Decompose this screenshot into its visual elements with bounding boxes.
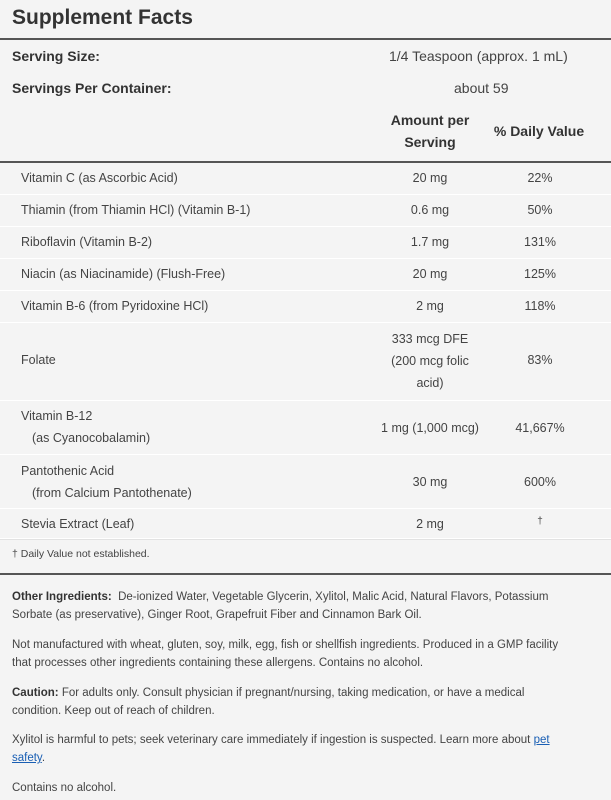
daily-value-header: % Daily Value — [493, 123, 585, 139]
nutrient-dv: 118% — [524, 299, 556, 313]
amount-header-line1: Amount per — [390, 112, 470, 128]
name-line: Pantothenic Acid — [21, 464, 115, 478]
nutrient-dv: 50% — [527, 203, 553, 217]
nutrient-row — [0, 455, 611, 509]
nutrient-name: Vitamin B-6 (from Pyridoxine HCl) — [21, 299, 209, 313]
nutrient-row — [0, 195, 611, 227]
nutrient-dv: 600% — [524, 475, 556, 489]
caution-statement — [12, 684, 597, 720]
nutrient-dv: † — [537, 516, 543, 527]
nutrient-amount: 2 mg — [416, 299, 444, 313]
servings-per-container-value: about 59 — [454, 80, 509, 96]
pet-safety-link[interactable]: pet — [533, 734, 550, 746]
nutrient-name: Thiamin (from Thiamin HCl) (Vitamin B-1) — [21, 203, 251, 217]
caution-line1: For adults only. Consult physician if pregnant/nursing, taking medication, or have a medical — [61, 687, 525, 699]
nutrient-name — [21, 460, 192, 504]
nutrient-amount — [360, 328, 500, 394]
xylitol-period: . — [41, 752, 46, 764]
title-rule — [0, 38, 611, 40]
nutrient-amount: 1.7 mg — [410, 235, 450, 249]
nutrient-dv: 83% — [527, 353, 553, 367]
nutrient-row — [0, 163, 611, 195]
xylitol-warning — [12, 731, 597, 767]
nutrient-name: Riboflavin (Vitamin B-2) — [21, 235, 153, 249]
nutrient-name: Niacin (as Niacinamide) (Flush-Free) — [21, 267, 226, 281]
nutrient-amount: 20 mg — [412, 267, 448, 281]
other-ingredients-line2: Sorbate (as preservative), Ginger Root, Grapefruit Fiber and Cinnamon Bark Oil. — [12, 609, 422, 621]
section-rule — [0, 573, 611, 575]
allergen-line2: that processes other ingredients containing these allergens. Contains no alcohol. — [12, 657, 424, 669]
nutrient-name — [21, 405, 150, 449]
amount-header-line2: Serving — [404, 134, 456, 150]
nutrient-dv: 41,667% — [515, 421, 565, 435]
pet-safety-link-cont[interactable]: safety — [12, 752, 42, 764]
nutrient-dv: 131% — [524, 235, 556, 249]
xylitol-line1: Xylitol is harmful to pets; seek veterinary care immediately if ingestion is suspected. Learn more about — [12, 734, 531, 746]
serving-size-value: 1/4 Teaspoon (approx. 1 mL) — [389, 48, 568, 64]
other-ingredients — [12, 588, 597, 624]
nutrient-dv: 22% — [527, 171, 553, 185]
no-alcohol-statement: Contains no alcohol. — [12, 782, 117, 794]
nutrient-row — [0, 227, 611, 259]
serving-size-label: Serving Size: — [12, 48, 100, 64]
panel-title: Supplement Facts — [12, 6, 193, 29]
table-bottom-rule — [0, 539, 611, 540]
caution-line2: condition. Keep out of reach of children. — [12, 705, 215, 717]
servings-per-container-label: Servings Per Container: — [12, 80, 172, 96]
nutrient-name: Folate — [21, 353, 56, 367]
amount-line: 333 mcg DFE — [391, 332, 469, 346]
allergen-statement — [12, 636, 597, 672]
nutrient-amount: 2 mg — [416, 517, 444, 531]
other-ingredients-line1: De-ionized Water, Vegetable Glycerin, Xylitol, Malic Acid, Natural Flavors, Potassium — [118, 591, 549, 603]
nutrient-amount: 1 mg (1,000 mcg) — [381, 421, 479, 435]
nutrient-name: Vitamin C (as Ascorbic Acid) — [21, 171, 178, 185]
nutrient-amount: 20 mg — [412, 171, 448, 185]
nutrient-row — [0, 509, 611, 539]
amount-line: acid) — [416, 376, 444, 390]
dv-footnote: † Daily Value not established. — [12, 548, 150, 560]
nutrient-dv: 125% — [524, 267, 556, 281]
amount-per-serving-header — [380, 109, 480, 153]
nutrient-amount: 30 mg — [412, 475, 448, 489]
other-ingredients-label: Other Ingredients: — [12, 591, 112, 603]
nutrient-amount: 0.6 mg — [410, 203, 450, 217]
name-line-sub: (from Calcium Pantothenate) — [32, 486, 192, 500]
nutrient-row — [0, 323, 611, 401]
nutrient-name: Stevia Extract (Leaf) — [21, 517, 135, 531]
nutrient-row — [0, 259, 611, 291]
nutrient-row — [0, 401, 611, 455]
allergen-line1: Not manufactured with wheat, gluten, soy, milk, egg, fish or shellfish ingredients. Produced in a GMP facility — [12, 639, 559, 651]
name-line: Vitamin B-12 — [21, 409, 93, 423]
amount-line: (200 mcg folic — [391, 354, 469, 368]
name-line-sub: (as Cyanocobalamin) — [32, 431, 151, 445]
caution-label: Caution: — [12, 687, 59, 699]
nutrient-row — [0, 291, 611, 323]
